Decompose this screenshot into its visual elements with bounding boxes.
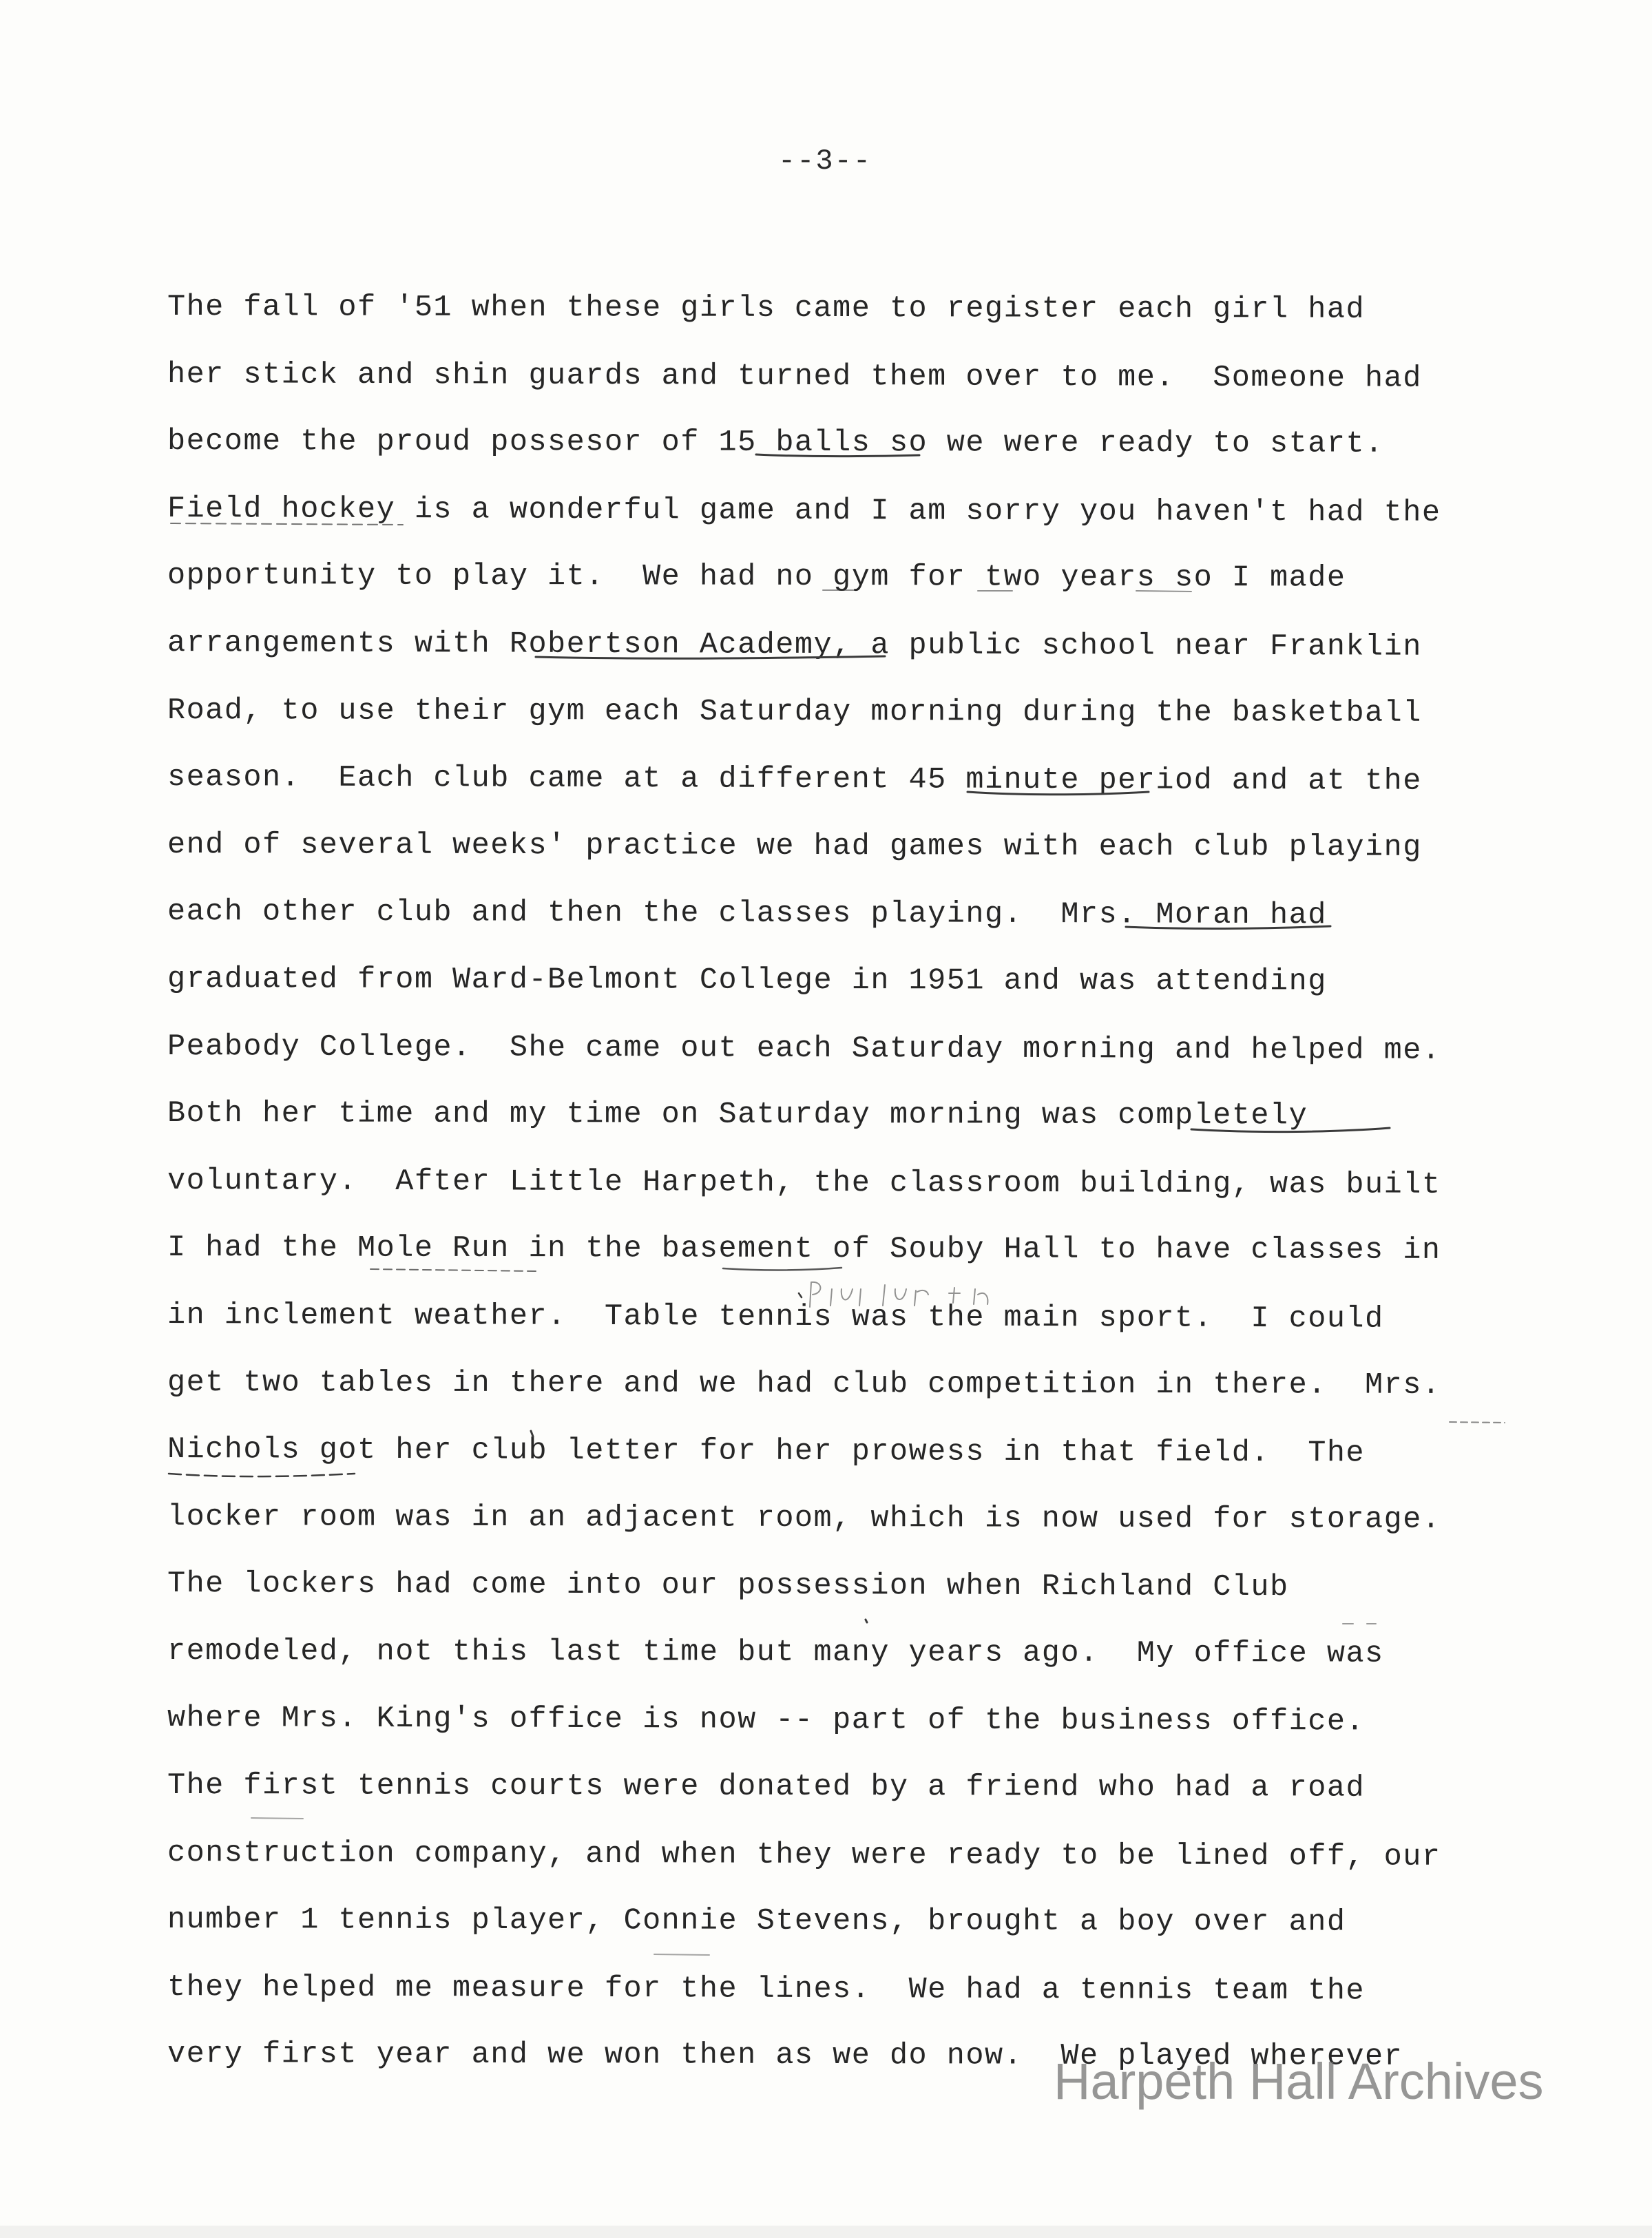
text-line: The first tennis courts were donated by a friend who had a road — [167, 1769, 1366, 1806]
typed-body-text — [167, 274, 1558, 2089]
text-line: remodeled, not this last time but many years ago. My office was — [167, 1634, 1384, 1671]
text-line: get two tables in there and we had club competition in there. Mrs. — [167, 1366, 1441, 1403]
archive-watermark: Harpeth Hall Archives — [1054, 2053, 1544, 2110]
text-line: Field hockey is a wonderful game and I am sorry you haven't had the — [167, 492, 1441, 530]
text-line: season. Each club came at a different 45 minute period and at the — [167, 761, 1422, 799]
text-line: arrangements with Robertson Academy, a public school near Franklin — [167, 626, 1422, 665]
text-line: Nichols got her club letter for her prowess in that field. The — [167, 1433, 1366, 1471]
page-number: --3-- — [778, 145, 872, 178]
text-line: where Mrs. King's office is now -- part of the business office. — [167, 1702, 1366, 1739]
text-line: The lockers had come into our possession when Richland Club — [167, 1567, 1289, 1605]
text-line: they helped me measure for the lines. We had a tennis team the — [167, 1970, 1366, 2009]
text-line: I had the Mole Run in the basement of Souby Hall to have classes in — [167, 1231, 1441, 1268]
text-line: number 1 tennis player, Connie Stevens, brought a boy over and — [167, 1903, 1346, 1940]
text-line: graduated from Ward-Belmont College in 1951 and was attending — [167, 962, 1327, 999]
text-line: construction company, and when they were ready to be lined off, our — [167, 1836, 1441, 1874]
text-line: become the proud possesor of 15 balls so we were ready to start. — [167, 425, 1384, 461]
text-line: opportunity to play it. We had no gym for two years so I made — [167, 559, 1346, 596]
text-line: Peabody College. She came out each Saturday morning and helped me. — [167, 1029, 1441, 1068]
page-bottom-edge — [0, 2226, 1652, 2238]
text-line: in inclement weather. Table tennis was the main sport. I could — [167, 1298, 1384, 1337]
text-line: end of several weeks' practice we had games with each club playing — [167, 828, 1422, 865]
text-line: each other club and then the classes playing. Mrs. Moran had — [167, 895, 1327, 933]
text-line: very first year and we won then as we do now. We played wherever — [167, 2038, 1403, 2075]
text-line: The fall of '51 when these girls came to register each girl had — [167, 291, 1366, 327]
text-line: locker room was in an adjacent room, which is now used for storage. — [167, 1500, 1441, 1537]
text-line: Both her time and my time on Saturday morning was completely — [167, 1097, 1308, 1133]
text-line: her stick and shin guards and turned them over to me. Someone had — [167, 357, 1422, 396]
text-line: Road, to use their gym each Saturday morning during the basketball — [167, 693, 1422, 731]
text-line: voluntary. After Little Harpeth, the classroom building, was built — [167, 1164, 1441, 1202]
